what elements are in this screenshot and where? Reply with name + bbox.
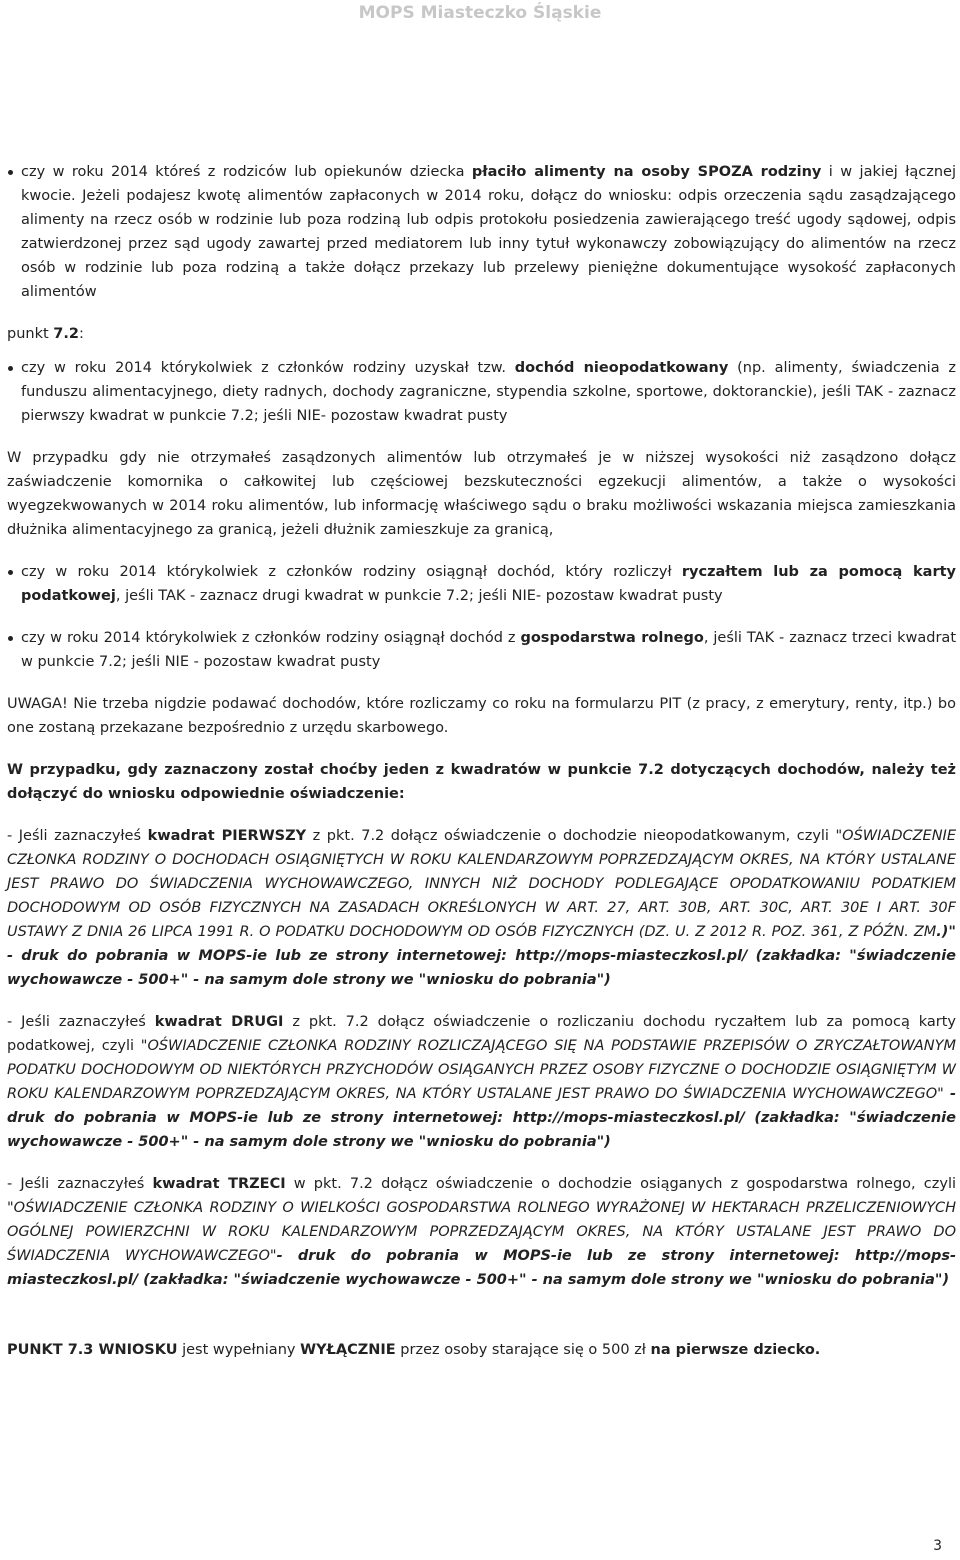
bold-text: kwadrat PIERWSZY	[147, 828, 307, 844]
list-item-dochod-nieopodatkowany	[7, 356, 956, 428]
text: czy w roku 2014 którykolwiek z członków rodziny osiągnął dochód, który rozliczył	[21, 564, 682, 580]
paragraph-kwadrat-trzeci	[7, 1172, 956, 1292]
italic-text: OŚWIADCZENIE CZŁONKA RODZINY O WIELKOŚCI GOSPODARSTWA ROLNEGO WYRAŻONEJ W HEKTARACH PRZELICZENIOWYCH OGÓLNEJ POWIERZCHNI W ROKU KALENDARZOWYM POPRZEDZAJĄCYM OKRES, NA KTÓRY USTALANE JEST PRAWO DO ŚWIADCZENIA WYCHOWAWCZEGO"	[7, 1200, 956, 1264]
bold-italic-text: - druk do pobrania w MOPS-ie lub ze strony internetowej: http://mops-miasteczkosl.pl/ (zakładka: "świadczenie wychowawcze - 500+" - na samym dole strony we "wniosku do pobrania")	[7, 1086, 956, 1150]
text: - Jeśli zaznaczyłeś	[7, 1014, 155, 1030]
bold-text: płaciło alimenty na osoby SPOZA rodziny	[471, 164, 822, 180]
italic-text: OŚWIADCZENIE CZŁONKA RODZINY ROZLICZAJĄCEGO SIĘ NA PODSTAWIE PRZEPISÓW O ZRYCZAŁTOWANYM PODATKU DOCHODOWYM OD NIEKTÓRYCH PRZYCHODÓW OSIĄGANYCH PRZEZ OSOBY FIZYCZNE O DOCHODZIE OSIĄGNIĘTYM W ROKU KALENDARZOWYM POPRZEDZAJĄCYM OKRES, NA KTÓRY USTALANE JEST PRAWO DO ŚWIADCZENIA WYCHOWAWCZEGO"	[7, 1038, 956, 1102]
list-item-ryczalt	[7, 560, 956, 608]
text: punkt	[7, 326, 54, 342]
paragraph-komornik: W przypadku gdy nie otrzymałeś zasądzonych alimentów lub otrzymałeś je w niższej wysokości niż zasądzono dołącz zaświadczenie komornika o całkowitej lub częściowej bezskuteczności egzekucji alimentów, a także o wysokości wyegzekwowanych w 2014 roku alimentów, lub informację właściwego sądu o braku możliwości wskazania miejsca zamieszkania dłużnika alimentacyjnego za granicą, jeżeli dłużnik zamieszkuje za granicą,	[7, 450, 956, 538]
paragraph-uwaga: UWAGA! Nie trzeba nigdzie podawać dochodów, które rozliczamy co roku na formularzu PIT (z pracy, z emerytury, renty, itp.) bo one zostaną przekazane bezpośrednio z urzędu skarbowego.	[7, 696, 956, 736]
italic-text: OŚWIADCZENIE CZŁONKA RODZINY O DOCHODACH OSIĄGNIĘTYCH W ROKU KALENDARZOWYM POPRZEDZAJĄCYM OKRES, NA KTÓRY USTALANE JEST PRAWO DO ŚWIADCZENIA WYCHOWAWCZEGO, INNYCH NIŻ DOCHODY PODLEGAJĄCE OPODATKOWANIU PODATKIEM DOCHODOWYM OD OSÓB FIZYCZNYCH NA ZASADACH OKREŚLONYCH W ART. 27, ART. 30B, ART. 30C, ART. 30E I ART. 30F USTAWY Z DNIA 26 LIPCA 1991 R. O PODATKU DOCHODOWYM OD OSÓB FIZYCZNYCH (DZ. U. Z 2012 R. POZ. 361, Z PÓŹN. ZM	[7, 828, 956, 940]
text: czy w roku 2014 którykolwiek z członków rodziny osiągnął dochód z	[21, 630, 521, 646]
bold-italic-text: .)" - druk do pobrania w MOPS-ie lub ze strony internetowej: http://mops-miasteczkosl.pl/ (zakładka: "świadczenie wychowawcze - 500+" - na samym dole strony we "wniosku do pobrania")	[7, 924, 956, 988]
paragraph-kwadrat-pierwszy	[7, 824, 956, 992]
document-body	[7, 160, 956, 1362]
text: jest wypełniany	[177, 1342, 301, 1358]
bold-text: 7.2	[53, 326, 79, 342]
text: z pkt. 7.2 dołącz oświadczenie o dochodzie nieopodatkowanym, czyli "	[306, 828, 843, 844]
bold-text: kwadrat TRZECI	[152, 1176, 286, 1192]
text: , jeśli TAK - zaznacz trzeci kwadrat w punkcie 7.2; jeśli NIE - pozostaw kwadrat pusty	[21, 630, 957, 670]
text: :	[78, 326, 84, 342]
paragraph-kwadrat-drugi	[7, 1010, 956, 1154]
bold-text: PUNKT 7.3 WNIOSKU	[7, 1342, 178, 1358]
paragraph-w-przypadku	[7, 758, 956, 806]
bold-text: ryczałtem lub za pomocą karty podatkowej	[21, 564, 956, 604]
text: (np. alimenty, świadczenia z funduszu alimentacyjnego, diety radnych, dochody zagraniczne, stypendia szkolne, sportowe, doktoranckie), jeśli TAK - zaznacz pierwszy kwadrat w punkcie 7.2; jeśli NIE- pozostaw kwadrat pusty	[21, 360, 957, 424]
text: i w jakiej łącznej kwocie. Jeżeli podajesz kwotę alimentów zapłaconych w 2014 roku, dołącz do wniosku: odpis orzeczenia sądu zasądzającego alimenty na rzecz osób w rodzinie lub poza rodziną lub odpis protokołu posiedzenia zawierającego treść ugody sądowej, odpis zatwierdzonej przez sąd ugody zawartej przed mediatorem lub inny tytuł wykonawczy zobowiązujący do alimentów na rzecz osób w rodzinie lub poza rodziną a także dołącz przekazy lub przelewy pieniężne dokumentujące wysokość zapłaconych alimentów	[21, 164, 956, 300]
text: przez osoby starające się o 500 zł	[395, 1342, 651, 1358]
text: czy w roku 2014 którykolwiek z członków rodziny uzyskał tzw.	[21, 360, 515, 376]
bold-italic-text: - druk do pobrania w MOPS-ie lub ze strony internetowej: http://mops-miasteczkosl.pl/ (zakładka: "świadczenie wychowawcze - 500+" - na samym dole strony we "wniosku do pobrania")	[7, 1248, 956, 1288]
header-title: MOPS Miasteczko Śląskie	[358, 3, 602, 23]
text: z pkt. 7.2 dołącz oświadczenie o rozliczaniu dochodu ryczałtem lub za pomocą karty podatkowej, czyli "	[7, 1014, 957, 1054]
text: czy w roku 2014 któreś z rodziców lub opiekunów dziecka	[21, 164, 472, 180]
page-number: 3	[933, 1538, 942, 1554]
list-item-alimenty-spoza	[7, 160, 956, 304]
bold-text: W przypadku, gdy zaznaczony został choćby jeden z kwadratów w punkcie 7.2 dotyczących dochodów, należy też dołączyć do wniosku odpowiednie oświadczenie:	[7, 762, 956, 802]
text: w pkt. 7.2 dołącz oświadczenie o dochodzie osiąganych z gospodarstwa rolnego, czyli "	[7, 1176, 957, 1216]
bold-text: kwadrat DRUGI	[154, 1014, 284, 1030]
text: - Jeśli zaznaczyłeś	[7, 1176, 153, 1192]
text: - Jeśli zaznaczyłeś	[7, 828, 148, 844]
text: , jeśli TAK - zaznacz drugi kwadrat w punkcie 7.2; jeśli NIE- pozostaw kwadrat pusty	[115, 588, 723, 604]
paragraph-punkt-7-3	[7, 1338, 956, 1362]
list-item-gospodarstwo	[7, 626, 956, 674]
punkt-7-2-label	[7, 322, 956, 346]
bold-text: WYŁĄCZNIE	[300, 1342, 396, 1358]
page-header	[0, 0, 960, 30]
bold-text: na pierwsze dziecko.	[650, 1342, 821, 1358]
bold-text: dochód nieopodatkowany	[514, 360, 729, 376]
bold-text: gospodarstwa rolnego	[520, 630, 704, 646]
